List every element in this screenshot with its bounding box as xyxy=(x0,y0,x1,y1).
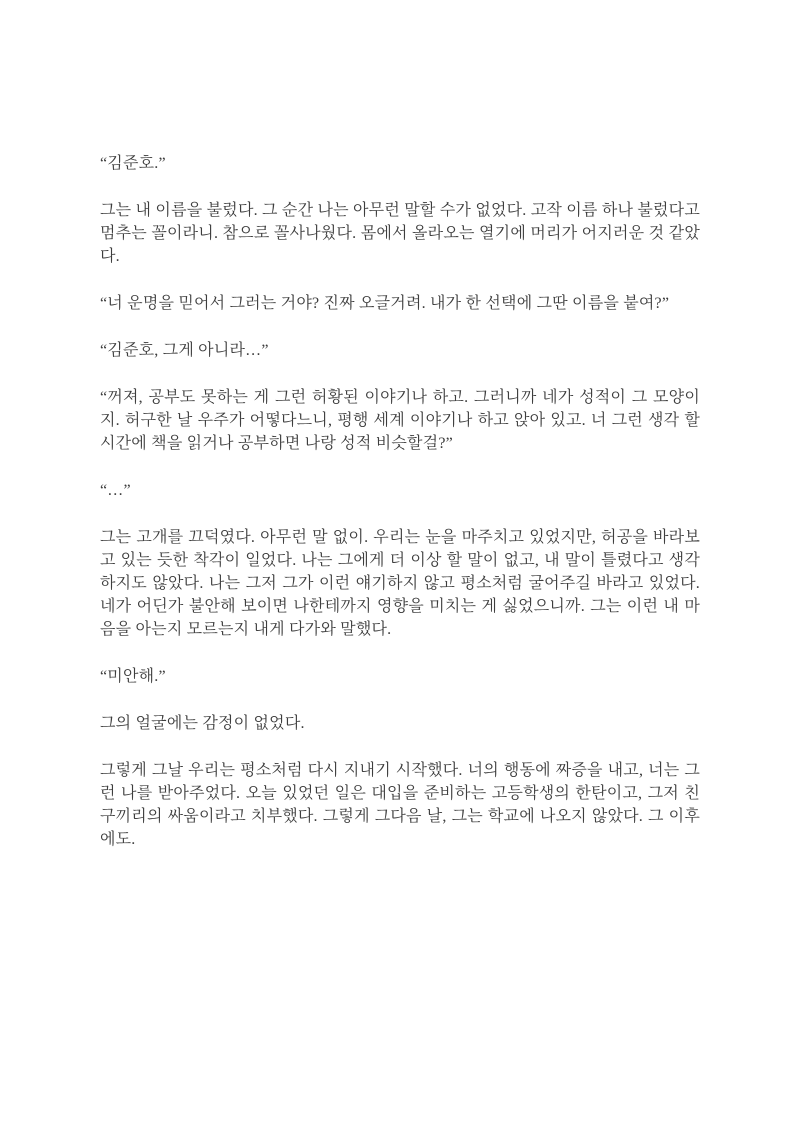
document-body xyxy=(100,152,700,851)
paragraph-dialogue: “…” xyxy=(100,482,131,499)
paragraph-dialogue: “미안해.” xyxy=(100,668,166,685)
paragraph-dialogue: “김준호.” xyxy=(100,155,166,172)
paragraph-dialogue: “너 운명을 믿어서 그러는 거야? 진짜 오글거려. 내가 한 선택에 그딴 이름을 붙여?” xyxy=(100,295,670,312)
paragraph-narration: 그는 고개를 끄덕였다. 아무런 말 없이. 우리는 눈을 마주치고 있었지만, 허공을 바라보고 있는 듯한 착각이 일었다. 나는 그에게 더 이상 할 말이 없고, 내 말이 틀렸다고 생각하지도 않았다. 나는 그저 그가 이런 얘기하지 않고 평소처럼 굴어주길 바라고 있었다. 네가 어딘가 불안해 보이면 나한테까지 영향을 미치는 게 싫었으니까. 그는 이런 내 마음을 아는지 모르는지 내게 다가와 말했다. xyxy=(100,529,700,638)
paragraph-narration: 그의 얼굴에는 감정이 없었다. xyxy=(100,715,305,732)
paragraph-narration: 그는 내 이름을 불렀다. 그 순간 나는 아무런 말할 수가 없었다. 고작 이름 하나 불렀다고 멈추는 꼴이라니. 참으로 꼴사나웠다. 몸에서 올라오는 열기에 머리가 어지러운 것 같았다. xyxy=(100,202,700,265)
paragraph-dialogue: “꺼져, 공부도 못하는 게 그런 허황된 이야기나 하고. 그러니까 네가 성적이 그 모양이지. 허구한 날 우주가 어떻다느니, 평행 세계 이야기나 하고 앉아 있고. 너 그런 생각 할 시간에 책을 읽거나 공부하면 나랑 성적 비슷할걸?” xyxy=(100,389,700,452)
paragraph-dialogue: “김준호, 그게 아니라…” xyxy=(100,342,269,359)
paragraph-narration: 그렇게 그날 우리는 평소처럼 다시 지내기 시작했다. 너의 행동에 짜증을 내고, 너는 그런 나를 받아주었다. 오늘 있었던 일은 대입을 준비하는 고등학생의 한탄이고, 그저 친구끼리의 싸움이라고 치부했다. 그렇게 그다음 날, 그는 학교에 나오지 않았다. 그 이후에도. xyxy=(100,762,700,848)
